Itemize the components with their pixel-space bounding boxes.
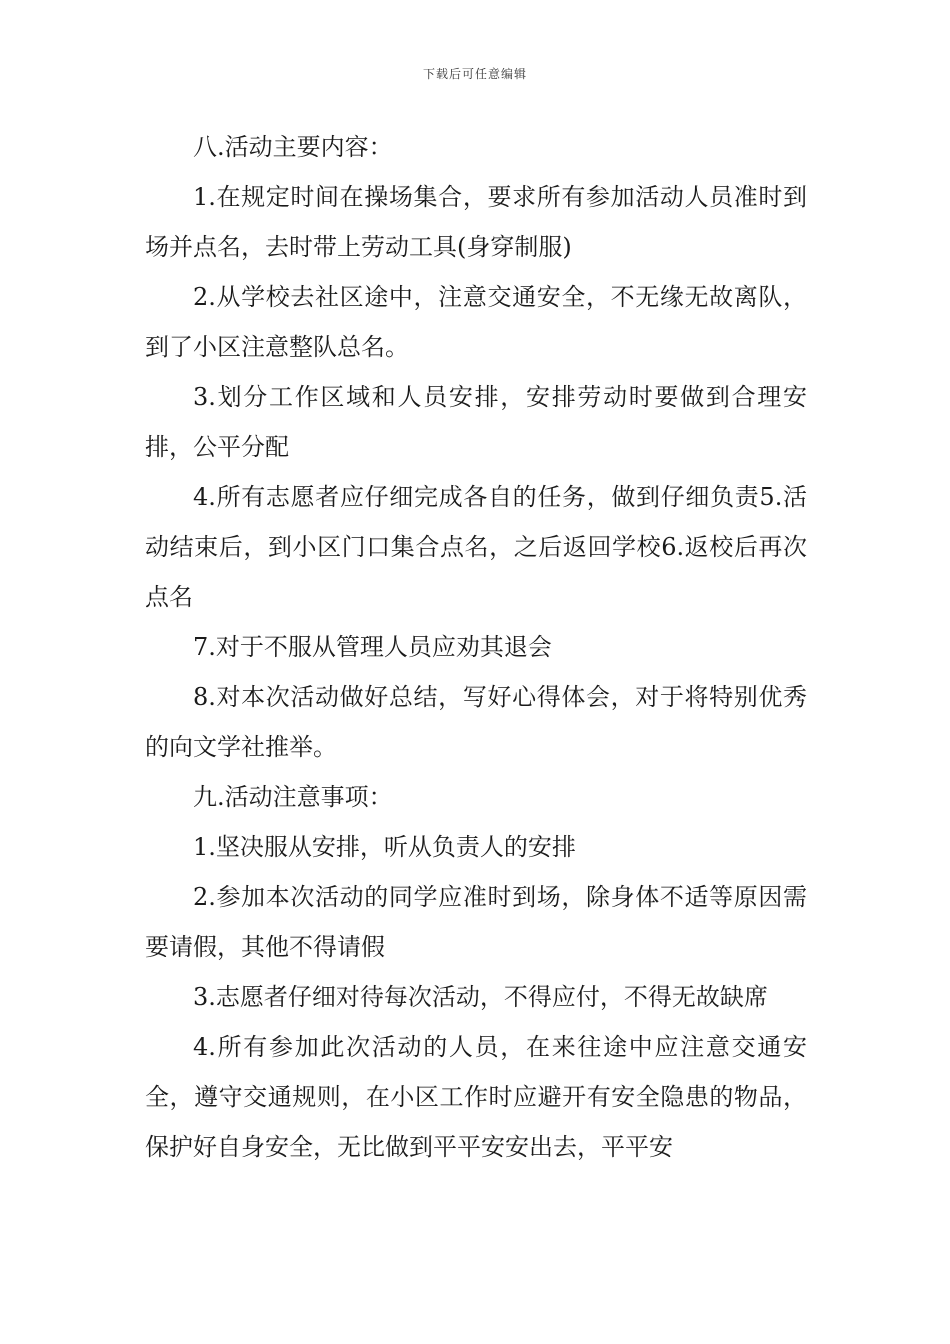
- precaution-item-4: 4.所有参加此次活动的人员，在来往途中应注意交通安全，遵守交通规则，在小区工作时应避开有安全隐患的物品，保护好自身安全，无比做到平平安安出去，平平安: [145, 1033, 807, 1161]
- section-heading-activity-content: 八.活动主要内容：: [193, 133, 393, 161]
- precaution-item-1: 1.坚决服从安排，听从负责人的安排: [193, 833, 576, 861]
- section-heading-precautions: 九.活动注意事项：: [193, 783, 393, 811]
- content-item-4-6: 4.所有志愿者应仔细完成各自的任务，做到仔细负责5.活动结束后，到小区门口集合点名，之后返回学校6.返校后再次点名: [145, 483, 807, 611]
- content-item-2: 2.从学校去社区途中，注意交通安全，不无缘无故离队，到了小区注意整队总名。: [145, 283, 807, 361]
- content-item-7: 7.对于不服从管理人员应劝其退会: [193, 633, 552, 661]
- document-body: [145, 122, 807, 1172]
- page-header-note: 下载后可任意编辑: [422, 67, 527, 81]
- content-item-3: 3.划分工作区域和人员安排，安排劳动时要做到合理安排，公平分配: [145, 383, 807, 461]
- precaution-item-3: 3.志愿者仔细对待每次活动，不得应付，不得无故缺席: [193, 983, 768, 1011]
- content-item-1: 1.在规定时间在操场集合，要求所有参加活动人员准时到场并点名，去时带上劳动工具(身穿制服): [145, 183, 807, 261]
- content-item-8: 8.对本次活动做好总结，写好心得体会，对于将特别优秀的向文学社推举。: [145, 683, 807, 761]
- precaution-item-2: 2.参加本次活动的同学应准时到场，除身体不适等原因需要请假，其他不得请假: [145, 883, 807, 961]
